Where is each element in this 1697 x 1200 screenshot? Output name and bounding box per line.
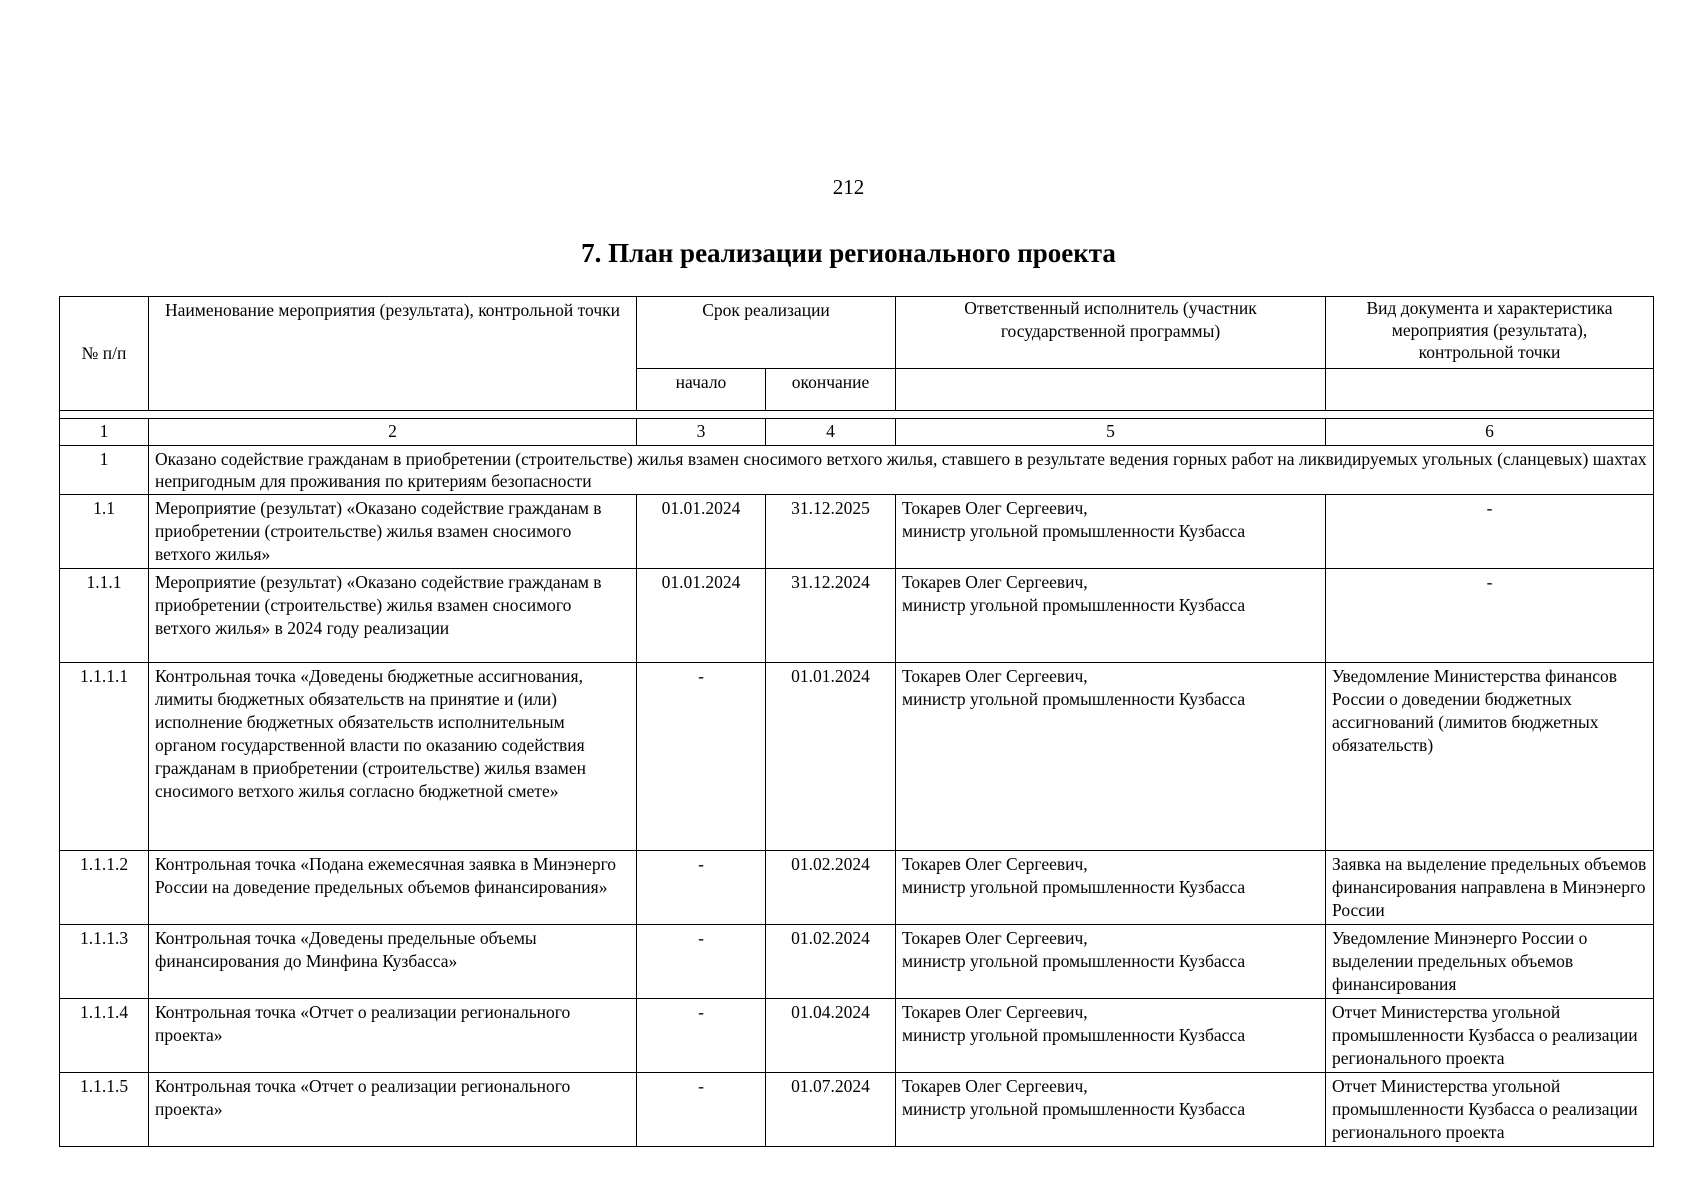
column-numbers-row	[60, 419, 1654, 446]
executor-post: министр угольной промышленности Кузбасса	[902, 951, 1246, 971]
executor-post: министр угольной промышленности Кузбасса	[902, 877, 1246, 897]
row-doc: Заявка на выделение предельных объемов финансирования направлена в Минэнерго России	[1326, 851, 1654, 925]
row-num: 1.1.1.4	[60, 999, 149, 1073]
executor-name: Токарев Олег Сергеевич,	[902, 666, 1088, 686]
row-num: 1.1.1	[60, 569, 149, 663]
section-text: Оказано содействие гражданам в приобретении (строительстве) жилья взамен сносимого ветхого жилья, ставшего в результате ведения горных работ на ликвидируемых угольных (сланцевых) шахтах непригодным для проживания по критериям безопасности	[149, 446, 1654, 495]
row-name: Контрольная точка «Доведены бюджетные ассигнования, лимиты бюджетных обязательств на принятие и (или) исполнение бюджетных обязательств исполнительным органом государственной власти по оказанию содействия гражданам в приобретении (строительстве) жилья взамен сносимого ветхого жилья согласно бюджетной смете»	[149, 663, 637, 851]
row-start: -	[637, 999, 766, 1073]
row-executor	[896, 1073, 1326, 1147]
executor-name: Токарев Олег Сергеевич,	[902, 1002, 1088, 1022]
row-executor	[896, 569, 1326, 663]
table-row	[60, 1073, 1654, 1147]
page-number: 212	[832, 175, 865, 199]
row-executor	[896, 925, 1326, 999]
column-number: 5	[896, 419, 1326, 446]
table-row	[60, 663, 1654, 851]
header-executor-blank	[896, 369, 1326, 411]
row-doc: Отчет Министерства угольной промышленности Кузбасса о реализации регионального проекта	[1326, 1073, 1654, 1147]
header-name: Наименование мероприятия (результата), контрольной точки	[149, 297, 637, 411]
row-name: Контрольная точка «Отчет о реализации регионального проекта»	[149, 1073, 637, 1147]
executor-name: Токарев Олег Сергеевич,	[902, 854, 1088, 874]
executor-post: министр угольной промышленности Кузбасса	[902, 595, 1246, 615]
row-start: -	[637, 663, 766, 851]
header-gap	[60, 411, 1654, 419]
executor-post: министр угольной промышленности Кузбасса	[902, 521, 1246, 541]
executor-name: Токарев Олег Сергеевич,	[902, 928, 1088, 948]
table-row	[60, 569, 1654, 663]
section-row	[60, 446, 1654, 495]
page-title: 7. План реализации регионального проекта	[581, 238, 1116, 268]
header-num: № п/п	[60, 297, 149, 411]
row-end: 01.07.2024	[766, 1073, 896, 1147]
row-executor	[896, 663, 1326, 851]
row-end: 01.02.2024	[766, 851, 896, 925]
row-doc: Уведомление Минэнерго России о выделении предельных объемов финансирования	[1326, 925, 1654, 999]
header-start: начало	[637, 369, 766, 411]
header-doc-blank	[1326, 369, 1654, 411]
executor-name: Токарев Олег Сергеевич,	[902, 498, 1088, 518]
row-executor	[896, 851, 1326, 925]
row-start: 01.01.2024	[637, 569, 766, 663]
row-num: 1.1	[60, 495, 149, 569]
row-doc: Уведомление Министерства финансов России о доведении бюджетных ассигнований (лимитов бюджетных обязательств)	[1326, 663, 1654, 851]
row-num: 1.1.1.2	[60, 851, 149, 925]
column-number: 2	[149, 419, 637, 446]
row-num: 1.1.1.5	[60, 1073, 149, 1147]
row-name: Контрольная точка «Отчет о реализации регионального проекта»	[149, 999, 637, 1073]
row-end: 31.12.2025	[766, 495, 896, 569]
row-end: 01.02.2024	[766, 925, 896, 999]
row-start: -	[637, 925, 766, 999]
executor-name: Токарев Олег Сергеевич,	[902, 1076, 1088, 1096]
row-name: Контрольная точка «Доведены предельные объемы финансирования до Минфина Кузбасса»	[149, 925, 637, 999]
header-executor: Ответственный исполнитель (участник государственной программы)	[896, 297, 1326, 369]
row-name: Контрольная точка «Подана ежемесячная заявка в Минэнерго России на доведение предельных объемов финансирования»	[149, 851, 637, 925]
executor-post: министр угольной промышленности Кузбасса	[902, 689, 1246, 709]
column-number: 3	[637, 419, 766, 446]
row-start: 01.01.2024	[637, 495, 766, 569]
section-num: 1	[60, 446, 149, 495]
row-name: Мероприятие (результат) «Оказано содействие гражданам в приобретении (строительстве) жилья взамен сносимого ветхого жилья»	[149, 495, 637, 569]
row-end: 01.01.2024	[766, 663, 896, 851]
row-end: 31.12.2024	[766, 569, 896, 663]
executor-post: министр угольной промышленности Кузбасса	[902, 1025, 1246, 1045]
row-start: -	[637, 1073, 766, 1147]
header-end: окончание	[766, 369, 896, 411]
table-row	[60, 999, 1654, 1073]
table-row	[60, 495, 1654, 569]
row-num: 1.1.1.3	[60, 925, 149, 999]
row-start: -	[637, 851, 766, 925]
executor-name: Токарев Олег Сергеевич,	[902, 572, 1088, 592]
column-number: 6	[1326, 419, 1654, 446]
row-executor	[896, 999, 1326, 1073]
row-end: 01.04.2024	[766, 999, 896, 1073]
table-row	[60, 925, 1654, 999]
row-doc: -	[1326, 495, 1654, 569]
column-number: 4	[766, 419, 896, 446]
header-doc: Вид документа и характеристика мероприятия (результата), контрольной точки	[1326, 297, 1654, 369]
executor-post: министр угольной промышленности Кузбасса	[902, 1099, 1246, 1119]
row-doc: Отчет Министерства угольной промышленности Кузбасса о реализации регионального проекта	[1326, 999, 1654, 1073]
row-name: Мероприятие (результат) «Оказано содействие гражданам в приобретении (строительстве) жилья взамен сносимого ветхого жилья» в 2024 году реализации	[149, 569, 637, 663]
row-doc: -	[1326, 569, 1654, 663]
implementation-plan-table	[59, 296, 1654, 1147]
row-executor	[896, 495, 1326, 569]
column-number: 1	[60, 419, 149, 446]
table-row	[60, 851, 1654, 925]
row-num: 1.1.1.1	[60, 663, 149, 851]
table-header-row	[60, 297, 1654, 369]
header-term: Срок реализации	[637, 297, 896, 369]
